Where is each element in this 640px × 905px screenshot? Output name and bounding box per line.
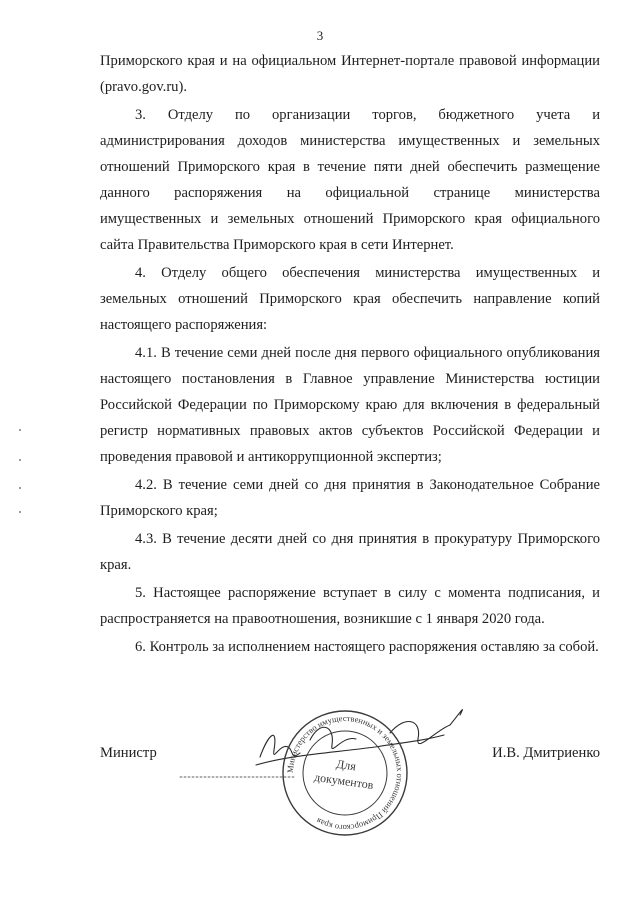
page-number: 3 (316, 28, 324, 43)
paragraph-item-4: 4. Отделу общего обеспечения министерства имущественных и земельных отношений Приморского края обеспечить направление копий настоящего распоряжения: (100, 265, 600, 333)
document-body (100, 48, 600, 660)
paragraph-item-4-2: 4.2. В течение семи дней со дня принятия в Законодательное Собрание Приморского края; (100, 477, 600, 519)
stamp-ring-text: Министерство имущественных и земельных отношений Приморского края (284, 712, 406, 834)
signature-and-stamp-graphic (160, 695, 480, 845)
paragraph-continuation: Приморского края и на официальном Интернет-портале правовой информации (pravo.gov.ru). (100, 53, 600, 95)
stamp-center-line1: Для (335, 756, 357, 774)
signer-title: Министр (100, 745, 157, 761)
signer-name: И.В. Дмитриенко (492, 745, 600, 761)
stamp-center-line2: документов (313, 769, 375, 793)
paragraph-item-4-1: 4.1. В течение семи дней после дня первого официального опубликования настоящего постановления в Главное управление Министерства юстиции Российской Федерации по Приморскому краю для включения в федеральный регистр нормативных правовых актов субъектов Российской Федерации и проведения правовой и антикоррупционной экспертиз; (100, 345, 600, 465)
paragraph-item-5: 5. Настоящее распоряжение вступает в силу с момента подписания, и распространяется на правоотношения, возникшие с 1 января 2020 года. (100, 585, 600, 627)
paragraph-item-6: 6. Контроль за исполнением настоящего распоряжения оставляю за собой. (135, 639, 599, 655)
paragraph-item-3: 3. Отделу по организации торгов, бюджетного учета и администрирования доходов министерства имущественных и земельных отношений Приморского края в течение пяти дней обеспечить размещение данного распоряжения на официальной странице министерства имущественных и земельных отношений Приморского края официального сайта Правительства Приморского края в сети Интернет. (100, 107, 600, 253)
paragraph-item-4-3: 4.3. В течение десяти дней со дня принятия в прокуратуру Приморского края. (100, 531, 600, 573)
round-stamp (283, 711, 407, 835)
margin-scan-marks (10, 420, 30, 520)
